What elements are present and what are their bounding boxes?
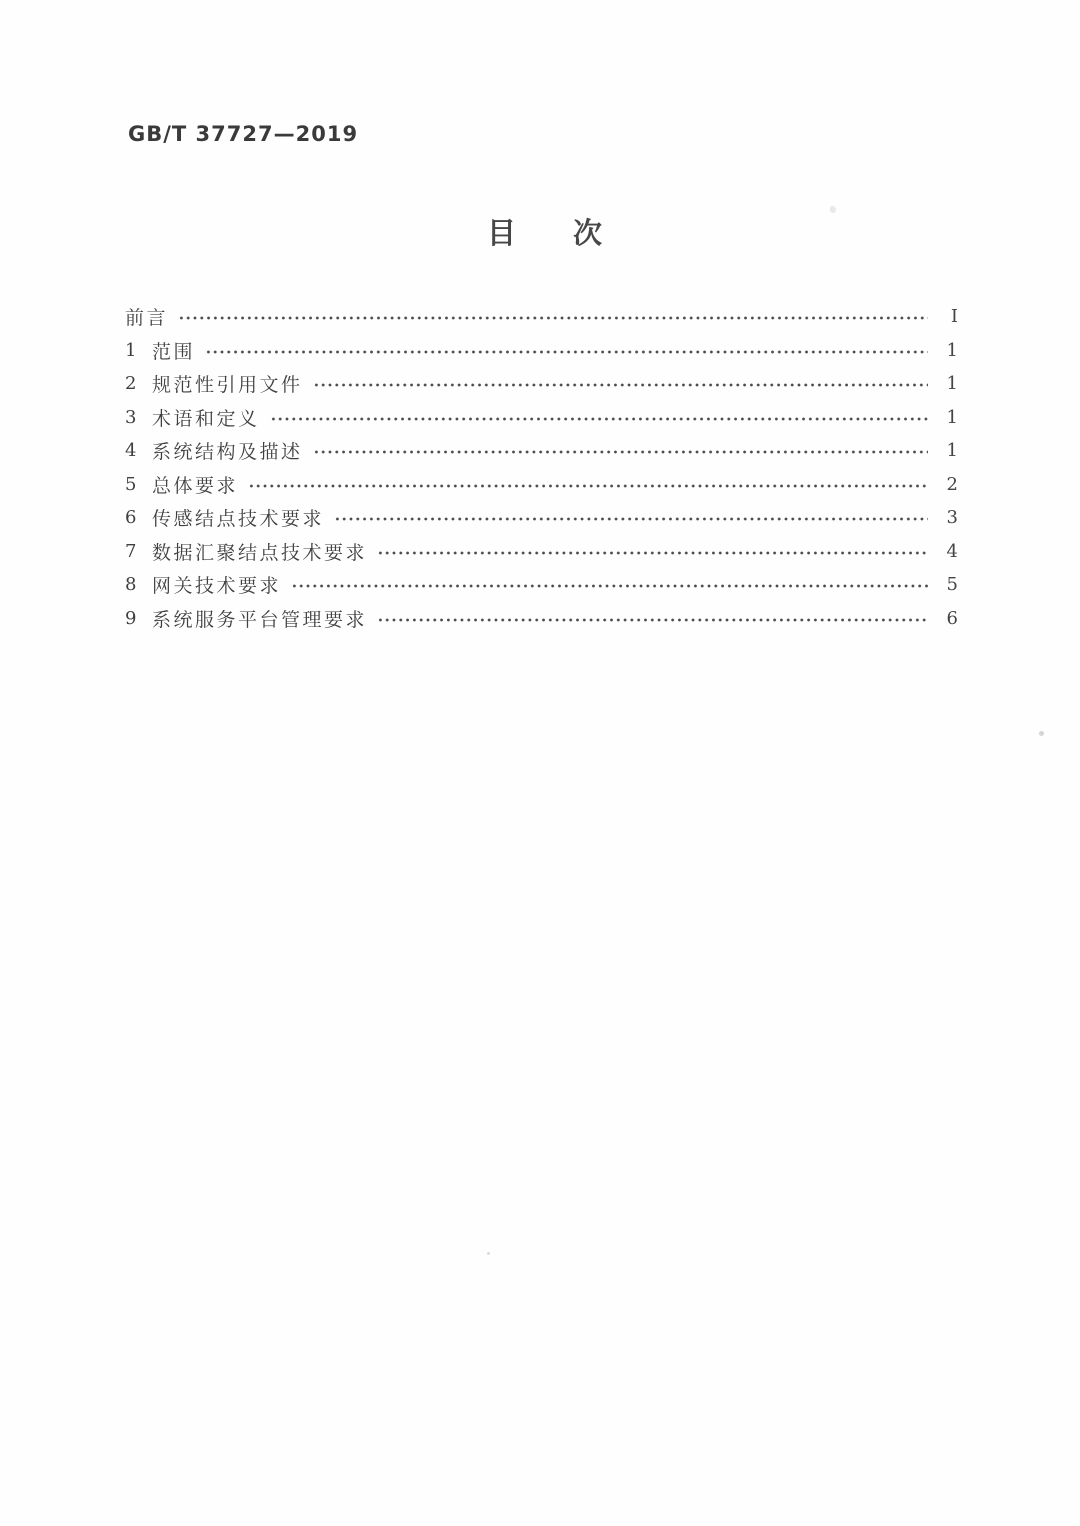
toc-entry xyxy=(125,501,958,535)
toc-entry-number: 4 xyxy=(125,440,137,462)
toc-entry-number: 6 xyxy=(125,507,137,529)
toc-entry-number: 8 xyxy=(125,574,137,596)
dot-leader xyxy=(313,450,928,454)
dot-leader xyxy=(377,551,928,555)
toc-entry-label: 术语和定义 xyxy=(152,407,260,430)
dot-leader xyxy=(178,316,928,320)
toc-entry-page: 2 xyxy=(946,473,958,495)
toc-entry xyxy=(125,535,958,569)
dot-leader xyxy=(377,618,928,622)
scan-speck xyxy=(487,1252,490,1255)
toc-entry xyxy=(125,568,958,602)
toc-entry-page: 1 xyxy=(946,440,958,462)
dot-leader xyxy=(205,350,928,354)
dot-leader xyxy=(248,484,928,488)
toc-entry-number: 7 xyxy=(125,540,137,562)
toc-entry-page: 5 xyxy=(946,574,958,596)
scan-speck xyxy=(830,206,836,213)
toc-entry-label: 范围 xyxy=(152,340,196,363)
toc-entry xyxy=(125,367,958,401)
standard-number: GB/T 37727—2019 xyxy=(128,122,359,146)
toc-entry-label: 网关技术要求 xyxy=(152,575,282,598)
scan-speck xyxy=(1039,731,1044,736)
toc-entry-label: 系统结构及描述 xyxy=(152,441,303,464)
toc-entry-page: I xyxy=(950,306,958,328)
dot-leader xyxy=(270,417,928,421)
dot-leader xyxy=(313,383,928,387)
toc-entry-number: 1 xyxy=(125,339,137,361)
toc-entry-page: 3 xyxy=(946,507,958,529)
toc-entry-label: 规范性引用文件 xyxy=(152,374,303,397)
toc-entry xyxy=(125,334,958,368)
page-title: 目次 xyxy=(487,216,660,250)
table-of-contents xyxy=(125,300,958,635)
toc-entry-number: 2 xyxy=(125,373,137,395)
toc-entry xyxy=(125,300,958,334)
toc-entry-page: 6 xyxy=(946,607,958,629)
toc-entry-label: 总体要求 xyxy=(152,474,239,497)
toc-entry-number: 3 xyxy=(125,406,137,428)
toc-entry xyxy=(125,468,958,502)
toc-entry-number: 5 xyxy=(125,473,137,495)
toc-entry xyxy=(125,602,958,636)
dot-leader xyxy=(334,517,928,521)
toc-entry-page: 1 xyxy=(946,373,958,395)
toc-entry-page: 4 xyxy=(946,540,958,562)
toc-entry xyxy=(125,434,958,468)
toc-entry xyxy=(125,401,958,435)
toc-entry-label: 前言 xyxy=(125,307,169,330)
toc-entry-label: 数据汇聚结点技术要求 xyxy=(152,541,368,564)
toc-entry-page: 1 xyxy=(946,406,958,428)
dot-leader xyxy=(291,584,928,588)
toc-entry-label: 系统服务平台管理要求 xyxy=(152,608,368,631)
toc-entry-page: 1 xyxy=(946,339,958,361)
toc-entry-label: 传感结点技术要求 xyxy=(152,508,325,531)
toc-entry-number: 9 xyxy=(125,607,137,629)
